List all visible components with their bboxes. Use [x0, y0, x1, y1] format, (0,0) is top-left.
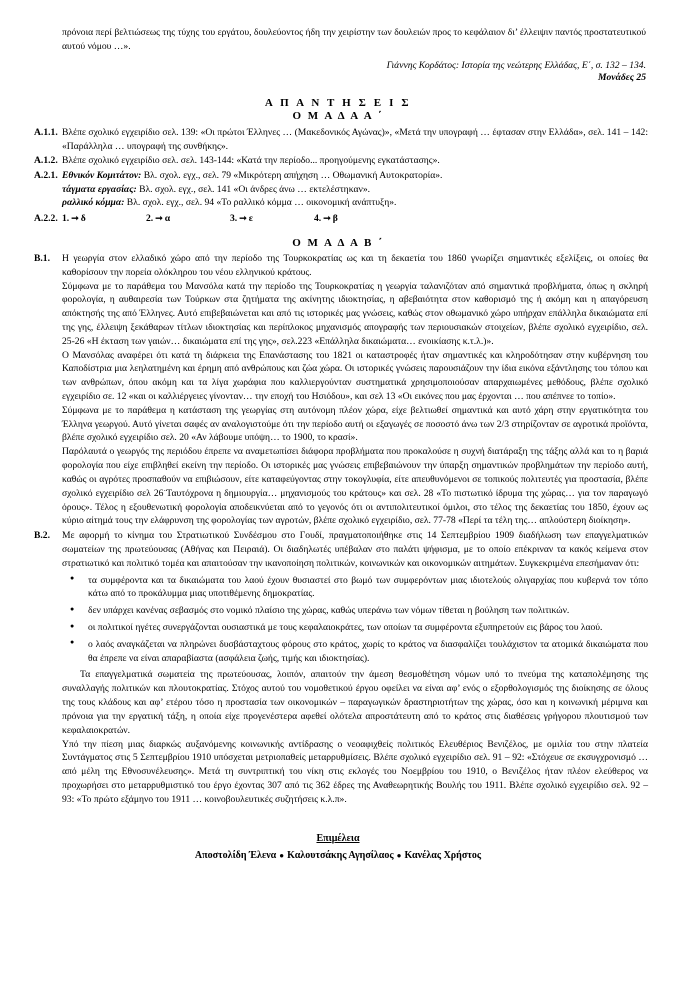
- arrow-right-icon: ➞: [71, 212, 79, 223]
- b2-bullet-list: [62, 574, 648, 666]
- b1-paragraph-1: Η γεωργία στον ελλαδικό χώρο από την περίοδο της Τουρκοκρατίας ως και τη δεκαετία του 1860 γνωρίζει σημαντικές εξελίξεις, οι οποίες θα καθορίσουν την πορεία ολόκληρου του νέου ελληνικού κράτους.: [62, 252, 648, 278]
- answer-row-a21: [28, 169, 648, 210]
- excerpt-attribution: Γιάννης Κορδάτος: Ιστορία της νεώτερης Ελλάδας, Ε΄, σ. 132 – 134.: [386, 60, 646, 72]
- matching-pair-2-answer: α: [164, 212, 171, 224]
- answer-label-b2: Β.2.: [34, 530, 50, 542]
- group-a-heading: Ο Μ Α Δ Α Α ΄: [292, 110, 384, 123]
- answer-row-a12: [28, 154, 648, 168]
- answer-label-a12: Α.1.2.: [34, 155, 58, 167]
- matching-pair-3-answer: ε: [248, 212, 253, 224]
- term-ralliko-komma: ραλλικό κόμμα:: [62, 197, 125, 209]
- term-tagmata-ergasias-text: Βλ. σχολ. εγχ., σελ. 141 «Οι άνδρες άνω … εκτελέστηκαν».: [136, 183, 371, 195]
- term-tagmata-ergasias: τάγματα εργασίας:: [62, 183, 137, 195]
- matching-pair-1-answer: δ: [80, 212, 86, 224]
- term-ethnikon-komitaton: Εθνικόν Κομιτάτον:: [62, 170, 142, 182]
- b2-intro-paragraph: Με αφορμή το κίνημα του Στρατιωτικού Συνδέσμου στο Γουδί, πραγματοποιήθηκε στις 14 Σεπτεμβρίου 1909 διαδήλωση των επαγγελματικών σωματείων της πρωτεύουσας (Αθήνας και Πειραιά). Οι διαδηλωτές υπέβαλαν στο παλάτι ψήφισμα, με το οποίο επέκριναν τα κακός κείμενα στον στρατιωτικό και πολιτικό τομέα και απαιτούσαν την ικανοποίηση πολιτικών, κοινωνικών και οικονομικών αιτημάτων. Συγκεκριμένα επεσήμαναν ότι:: [62, 530, 648, 569]
- list-item: ● οι πολιτικοί ηγέτες συνεργάζονται ουσιαστικά με τους κεφαλαιοκράτες, των οποίων τα συμφέροντα εξυπηρετούν εις βάρος του λαού.: [62, 621, 648, 635]
- answer-body-a11: Βλέπε σχολικό εγχειρίδιο σελ. 139: «Οι πρώτοι Έλληνες … (Μακεδονικός Αγώνας)», «Μετά την υπογραφή … έφτασαν στην Ελλάδα», σελ. 141 – 142: «Παράλληλα … υπογραφή της συνθήκης».: [62, 127, 648, 152]
- matching-pair-3: [230, 213, 314, 224]
- matching-pair-4-number: 4.: [314, 212, 322, 224]
- matching-pair-3-number: 3.: [230, 212, 238, 224]
- footer-name-3: Κανέλας Χρήστος: [404, 849, 482, 861]
- answer-body-a21: [62, 169, 648, 210]
- group-b-heading: Ο Μ Α Δ Α Β ΄: [292, 236, 384, 249]
- matching-pairs: [62, 213, 648, 224]
- answer-body-b2: [62, 529, 648, 806]
- term-line-tagmata: [62, 183, 648, 197]
- b1-paragraph-5: Παρόλαυτά ο γεωργός της περιόδου έπρεπε να αναμετωπίσει διάφορα προβλήματα που προκαλούσε η συχνή διατάραξη της τάξης αλλά και το η βαριά φορολογία που είχε επιβληθεί εκείνη την περίοδο. Οι ιστορικές μας γνώσεις επιβεβαιώνουν την ύπαρξη σημαντικών προβλημάτων την περίοδο αυτή, καθώς οι αγρότες προσπαθούν να επιβιώσουν, είτε καταφεύγοντας στην τοκογλυφία, είτε απευθυνόμενοι σε τοπικούς πολιτευτές για προστασία, βλέπε σχολικό εγχειρίδιο σελ 26 ̈Ταυτόχρονα η δημιουργία… μηχανισμούς του κράτους» και σελ. 28 «Το πιστωτικό ίδρυμα της χώρας… για τον παραγωγό όρους». Τέλος η εξουθενωτική φορολογία αποδεικνύεται από το γεγονός ότι οι αντιπολιτευτικοί όμιλοι, στο τέλος της δεκαετίας του 1850, έχουν ως κύριο αίτημά τους την ελάφρυνση της φορολογίας των αγροτών, βλέπε σχολικό εγχειρίδιο, σελ. 77-78 «Περί τα τέλη της… απλούστερη διοίκηση».: [62, 446, 648, 527]
- arrow-right-icon: ➞: [239, 212, 247, 223]
- list-item: ● δεν υπάρχει κανένας σεβασμός στο νομικό πλαίσιο της χώρας, καθώς υπεράνω των νόμων τίθεται η βούληση των πολιτικών.: [62, 604, 648, 618]
- term-ralliko-komma-text: Βλ. σχολ. εγχ., σελ. 94 «Το ραλλικό κόμμα … οικονομική ανάπτυξη».: [124, 197, 397, 209]
- b1-paragraph-4: Σύμφωνα με το παράθεμα η κατάσταση της γεωργίας στη αυτόνομη πλέον χώρα, είχε βελτιωθεί σημαντικά και αυτό χάρη στην εργατικότητα του Έλληνα γεωργού. Αυτό γίνεται σαφές αν αναλογιστούμε ότι την περίοδο αυτή οι εξαγωγές σε ποσοστό άνω των 2/3 στηρίζονταν σε αγροτικά προϊόντα, βλέπε σχολικό εγχειρίδιο σελ. 20 «Αν λάβουμε υπόψη… το 1900, το κρασί».: [62, 404, 648, 444]
- footer-name-2: Καλουτσάκης Αγησίλαος: [287, 849, 394, 861]
- b2-paragraph-after-2: Υπό την πίεση μιας διαρκώς αυξανόμενης κοινωνικής αντίδρασης ο νεοαφιχθείς πολιτικός Ελευθέριος Βενιζέλος, με ομιλία του στην πλατεία Συντάγματος στις 5 Σεπτεμβρίου 1910 υπόσχεται μετριοπαθείς μεταρρυθμίσεις. Βλέπε σχολικό εγχειρίδιο σελ. 91 – 92: «Στόχευε σε εκσυγχρονισμό … από μέλη της Εθνοσυνέλευσης». Μετά τη συντριπτική του νίκη στις εκλογές του Νοεμβρίου του 1910, ο Βενιζέλος ήταν πλέον ελεύθερος να προχωρήσει στο μεταρρυθμιστικό του έργο έχοντας 307 από τις 362 έδρες της Αναθεωρητικής Βουλής του 1911. Βλέπε σχολικό εγχειρίδιο σελ. 92 – 93: «Το πρώτο εξάμηνο του 1911 … κοινοβουλευτικές συζητήσεις κ.λ.π».: [62, 738, 648, 805]
- answer-label-b1: Β.1.: [34, 252, 50, 264]
- footer-names: [28, 850, 648, 861]
- answer-row-b2: [28, 529, 648, 806]
- excerpt-paragraph: πρόνοια περί βελτιώσεως της τύχης του εργάτου, δουλεύοντος ήδη την χειρίστην των δουλειών προς το κεφάλαιον δι’ έλλειψιν παντός προστατευτικού αυτού νόμου …».: [62, 27, 646, 52]
- arrow-right-icon: ➞: [155, 212, 163, 223]
- matching-pair-2: [146, 213, 230, 224]
- term-line-ethnikon: [62, 169, 648, 183]
- matching-pair-1: [62, 213, 146, 224]
- matching-pair-4-answer: β: [332, 212, 338, 224]
- footer-name-1: Αποστολίδη Έλενα: [194, 849, 277, 861]
- matching-pair-4: [314, 213, 398, 224]
- excerpt-units: Μονάδες 25: [597, 72, 646, 84]
- term-ethnikon-komitaton-text: Βλ. σχολ. εγχ., σελ. 79 «Μικρότερη απήχηση … Οθωμανική Αυτοκρατορία».: [141, 170, 443, 182]
- answer-row-a11: [28, 126, 648, 153]
- b1-paragraph-3: Ο Μανσόλας αναφέρει ότι κατά τη διάρκεια της Επανάστασης του 1821 οι καταστροφές ήταν σημαντικές και κληροδότησαν στην κυβέρνηση του Καποδίστρια μια λεηλατημένη και έρημη από ανθρώπους και ζώα χώρα. Οι ιστορικές γνώσεις παρουσιάζουν την ίδια εικόνα εξάντλησης του τόπου και των ανθρώπων, όπου ακόμη και τα λίγα χωράφια που καλλιεργούνταν συστηματικά χρησιμοποιούσαν απαρχαιωμένες μεθόδους, βλέπε σχολικό εγχειρίδιο σε. 12 «και οι καλλιέργειες γίνονταν… την εποχή του Ησιόδου», και σελ 13 «Οι εικόνες που μας έρχονται … που απέπνεε το τοπίο».: [62, 349, 648, 402]
- arrow-right-icon: ➞: [323, 212, 331, 223]
- footer-title: Επιμέλεια: [316, 832, 360, 844]
- answer-row-b1: [28, 252, 648, 528]
- matching-pair-1-number: 1.: [62, 212, 70, 224]
- footer: [28, 833, 648, 861]
- answers-heading: Α Π Α Ν Τ Η Σ Ε Ι Σ: [264, 97, 412, 110]
- answer-label-a21: Α.2.1.: [34, 170, 58, 182]
- bullet-separator-icon: ●: [279, 850, 285, 860]
- b1-paragraph-2: Σύμφωνα με το παράθεμα του Μανσόλα κατά την περίοδο της Τουρκοκρατίας η γεωργία ταλανιζόταν από σημαντικά προβλήματα, όπως η σκληρή φορολογία, η αυθαιρεσία των Τούρκων στα ζητήματα της ακίνητης ιδιοκτησίας, η αβεβαιότητα στον καθορισμό της ή ακόμη και η απαγόρευση απόκτησής της από Έλληνες. Αυτό επιβεβαιώνεται και από τις ιστορικές μας γνώσεις, καθώς στον οθωμανικό χώρο υπήρχαν επάλληλα δικαιώματα επί της γης, έλλειψη ξεκάθαρων τίτλων ιδιοκτησίας και περίπλοκος μηχανισμός απογραφής των περιουσιακών στοιχείων, βλέπε σχολικό εγχειρίδιο, σελ. 25-26 «Η έκταση των γαιών… δικαιώματα επί της γης», σελ.223 «Επάλληλα δικαιώματα… ενοικίασης κ.τ.λ.)».: [62, 280, 648, 347]
- answer-body-a12: Βλέπε σχολικό εγχειρίδιο σελ. σελ. 143-144: «Κατά την περίοδο... προηγούμενης εγκατάστασης».: [62, 155, 440, 167]
- answer-row-a22: [28, 213, 648, 224]
- bullet-separator-icon: ●: [396, 850, 402, 860]
- list-item: ● ο λαός αναγκάζεται να πληρώνει δυσβάσταχτους φόρους στο κράτος, χωρίς το κράτος να διασφαλίζει τουλάχιστον τα ατομικά δικαιώματα που θα έπρεπε να είναι απαραβίαστα (ασφάλεια ζωής, τιμής και ιδιοκτησίας).: [62, 638, 648, 666]
- b2-paragraph-after-1: Τα επαγγελματικά σωματεία της πρωτεύουσας, λοιπόν, απαιτούν την άμεση θεσμοθέτηση νόμων υπό το πνεύμα της καταπολέμησης της συναλλαγής πολιτικών και πλουτοκρατίας. Στόχος αυτού του νομοθετικού έργου οφείλει να είναι αφ’ ενός ο εξορθολογισμός της διοίκησης σε όλους της τους κλάδους και αφ’ ετέρου τόσο η προστασία των οικονομικών – παραγωγικών δραστηριοτήτων της χώρας, όσο και η κοινωνική μέριμνα και πρόνοια για την εργατική τάξη, η οποία είχε προγενέστερα αφεθεί ολότελα απροστάτευτη από το κράτος στις διαθέσεις γρήγορου πλουτισμού των κεφαλαιοκρατών.: [62, 669, 648, 736]
- list-item: ● τα συμφέροντα και τα δικαιώματα του λαού έχουν θυσιαστεί στο βωμό των συμφερόντων μιας ιδιοτελούς ολιγαρχίας που κυβερνά τον τόπο κάτω από το προκάλυμμα μιας υποτιθέμενης δημοκρατίας.: [62, 574, 648, 602]
- answer-label-a22: Α.2.2.: [34, 212, 58, 224]
- answer-label-a11: Α.1.1.: [34, 127, 58, 139]
- matching-pair-2-number: 2.: [146, 212, 154, 224]
- term-line-rallliko: [62, 196, 648, 210]
- answer-body-b1: [62, 252, 648, 528]
